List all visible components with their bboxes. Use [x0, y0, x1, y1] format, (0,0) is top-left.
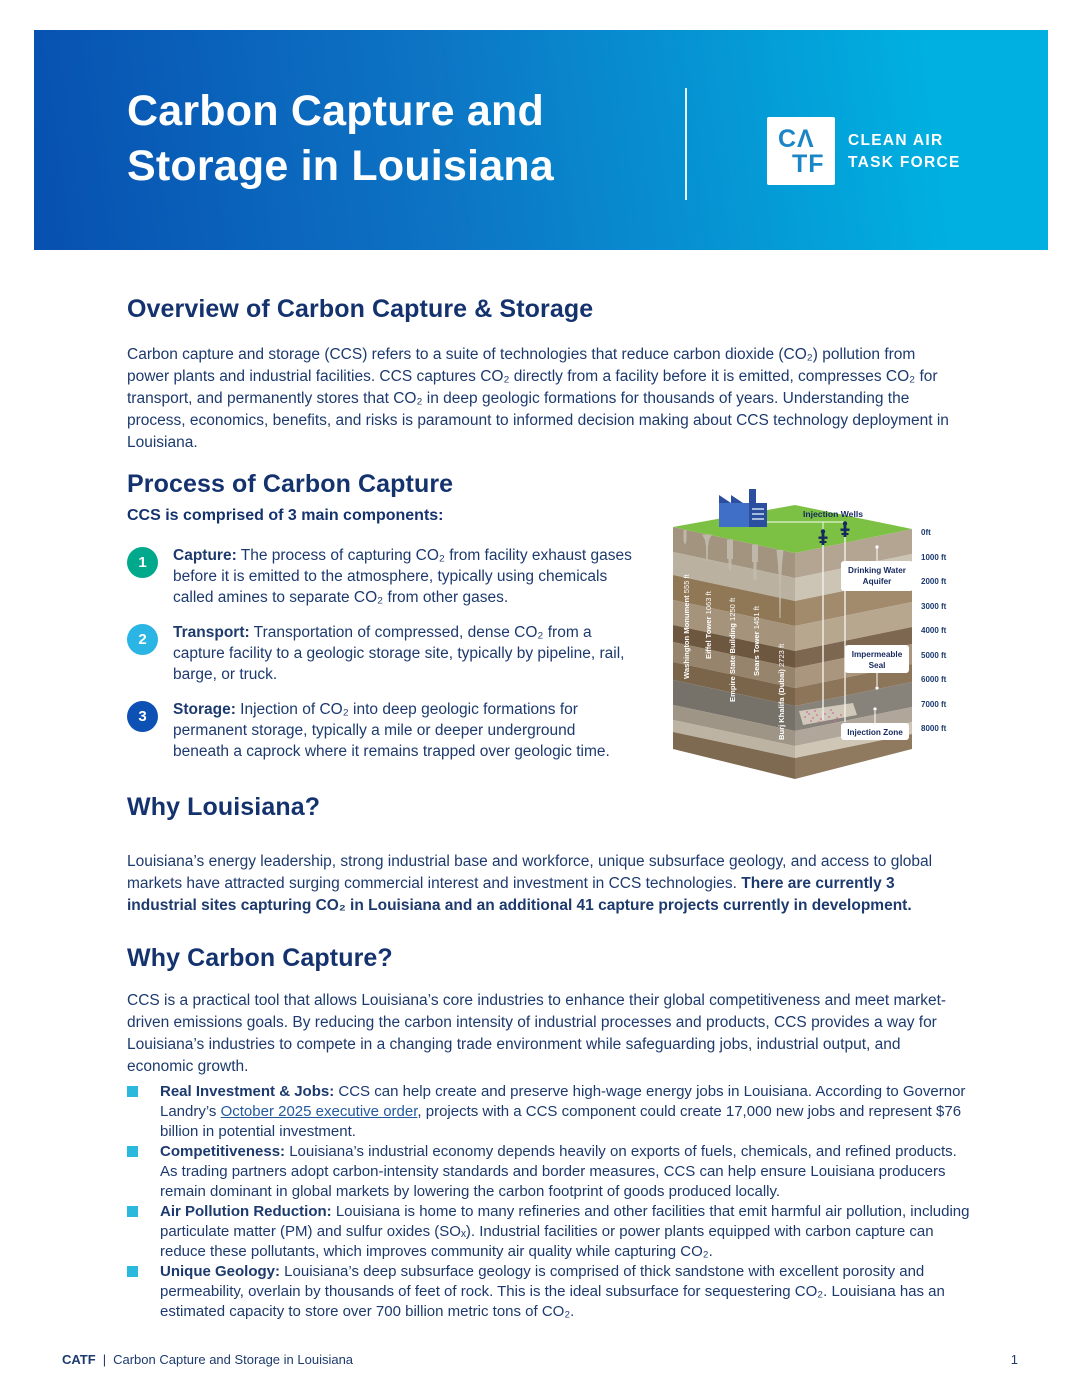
catf-wordmark	[848, 130, 961, 174]
bullet-square-icon	[127, 1086, 138, 1097]
header-banner	[34, 30, 1048, 250]
why-carbon-capture-heading: Why Carbon Capture?	[127, 944, 393, 972]
process-subheading: CCS is comprised of 3 main components:	[127, 507, 444, 524]
depth-label: 7000 ft	[921, 700, 947, 709]
building-label	[728, 597, 737, 702]
factory-icon	[719, 489, 767, 527]
bullet-label: Unique Geology:	[160, 1263, 280, 1280]
header-divider	[685, 88, 687, 200]
why-louisiana-text: Louisiana’s energy leadership, strong industrial base and workforce, unique subsurface geology, and access to global markets have attracted surging commercial interest and investment in CCS technologies.	[127, 853, 933, 892]
seal-label-line2: Seal	[868, 661, 886, 670]
step-1-text	[173, 545, 632, 608]
list-item-air-pollution	[127, 1202, 972, 1262]
step-2-body: Transportation of compressed, dense CO₂ from a capture facility to a geologic storage site, typically by pipeline, rail, barge, or truck.	[173, 624, 625, 683]
why-louisiana-bold-text: There are currently 3 industrial sites capturing CO₂ in Louisiana and an additional 41 capture projects currently in development.	[127, 875, 912, 914]
bullet-label: Competitiveness:	[160, 1143, 286, 1160]
building-height: 555 ft	[682, 574, 691, 596]
building-height: 1063 ft	[704, 591, 713, 617]
injection-zone-label: Injection Zone	[847, 728, 903, 737]
process-heading: Process of Carbon Capture	[127, 470, 454, 498]
depth-label: 8000 ft	[921, 724, 947, 733]
step-3-badge: 3	[127, 701, 158, 732]
list-item-geology	[127, 1262, 972, 1322]
page-title	[127, 84, 554, 194]
bullet-text: Louisiana’s deep subsurface geology is comprised of thick sandstone with excellent porosity and permeability, overlain by thousands of feet of rock. This is the ideal subsurface for sequestering CO₂. Louisiana has an estimated capacity to store over 700 billion metric tons of CO₂.	[160, 1263, 945, 1320]
building-height: 2723 ft	[777, 643, 786, 670]
depth-label: 0ft	[921, 528, 931, 537]
step-1-label: Capture:	[173, 547, 237, 564]
footer-left	[62, 1352, 353, 1367]
depth-label: 2000 ft	[921, 577, 947, 586]
footer-brand: CATF	[62, 1352, 96, 1367]
building-label	[752, 605, 761, 676]
catf-logo-top-letters: CΛ	[778, 125, 815, 153]
geology-diagram	[655, 477, 960, 795]
list-item-competitiveness	[127, 1142, 972, 1202]
depth-label: 3000 ft	[921, 602, 947, 611]
step-1-badge: 1	[127, 547, 158, 578]
bullet-label: Real Investment & Jobs:	[160, 1083, 335, 1100]
step-2-text	[173, 622, 632, 685]
why-carbon-capture-paragraph: CCS is a practical tool that allows Louisiana’s core industries to enhance their global competitiveness and meet market-driven emissions goals. By reducing the carbon intensity of industrial processes and products, CCS provides a way for Louisiana’s industries to compete in a changing trade environment while safeguarding jobs, industrial output, and economic growth.	[127, 992, 947, 1075]
catf-logo-bottom-letters: TF	[792, 150, 825, 178]
depth-label: 5000 ft	[921, 651, 947, 660]
bullet-text: , projects with a CCS component could create 17,000 new jobs and represent $76 billion in potential investment.	[160, 1103, 962, 1140]
overview-paragraph: Carbon capture and storage (CCS) refers to a suite of technologies that reduce carbon dioxide (CO₂) pollution from power plants and industrial facilities. CCS captures CO₂ directly from a facility before it is emitted, compresses CO₂ for transport, and permanently stores that CO₂ in deep geologic formations for thousands of years. Understanding the process, economics, benefits, and risks is paramount to informed decision making about CCS technology deployment in Louisiana.	[127, 346, 949, 451]
step-3-body: Injection of CO₂ into deep geologic formations for permanent storage, typically a mile or deeper underground beneath a caprock where it remains trapped over geologic time.	[173, 701, 610, 760]
depth-scale	[921, 528, 947, 733]
depth-label: 1000 ft	[921, 553, 947, 562]
aquifer-label-line2: Aquifer	[862, 577, 892, 586]
building-label	[704, 590, 713, 659]
building-height: 1451 ft	[752, 606, 761, 632]
building-name: Sears Tower	[752, 631, 761, 676]
catf-wordmark-line2: TASK FORCE	[848, 154, 961, 171]
building-name: Eiffel Tower	[704, 616, 713, 659]
bullet-text: Louisiana’s industrial economy depends heavily on exports of fuels, chemicals, and refined products. As trading partners adopt carbon-intensity standards and border measures, CCS can help ensure Louisiana producers remain dominant in global markets by lowering the carbon footprint of goods produced locally.	[160, 1143, 957, 1200]
depth-label: 6000 ft	[921, 675, 947, 684]
building-height: 1250 ft	[728, 597, 737, 624]
bullet-label: Air Pollution Reduction:	[160, 1203, 332, 1220]
step-3-text	[173, 699, 632, 762]
step-2-label: Transport:	[173, 624, 250, 641]
page-footer	[62, 1352, 1018, 1367]
page-title-line1: Carbon Capture and	[127, 87, 544, 135]
list-item-jobs	[127, 1082, 972, 1142]
footer-separator: |	[102, 1352, 107, 1367]
why-louisiana-paragraph	[127, 851, 963, 917]
step-1-body: The process of capturing CO₂ from facility exhaust gases before it is emitted to the atmosphere, typically using chemicals called amines to separate CO₂ from other gases.	[173, 547, 632, 606]
page-title-line2: Storage in Louisiana	[127, 142, 554, 190]
step-capture	[127, 545, 632, 608]
benefits-list	[127, 1082, 972, 1322]
bullet-text: CCS can help create and preserve high-wage energy jobs in Louisiana. According to Governor Landry’s	[160, 1083, 966, 1120]
step-2-badge: 2	[127, 624, 158, 655]
injection-wells-label: Injection Wells	[802, 509, 864, 519]
step-storage	[127, 699, 632, 762]
catf-logo-icon	[767, 117, 835, 185]
building-label	[682, 573, 691, 679]
aquifer-label-line1: Drinking Water	[848, 566, 906, 575]
bullet-square-icon	[127, 1266, 138, 1277]
why-louisiana-heading: Why Louisiana?	[127, 793, 321, 821]
step-transport	[127, 622, 632, 685]
building-name: Burj Khalifa (Dubai)	[777, 669, 786, 740]
building-name: Empire State Building	[728, 623, 737, 702]
bullet-square-icon	[127, 1146, 138, 1157]
footer-title: Carbon Capture and Storage in Louisiana	[113, 1352, 354, 1367]
executive-order-link[interactable]: October 2025 executive order	[220, 1103, 418, 1120]
overview-heading: Overview of Carbon Capture & Storage	[127, 295, 594, 323]
page-number: 1	[1010, 1352, 1018, 1367]
process-steps	[127, 545, 632, 776]
depth-label: 4000 ft	[921, 626, 947, 635]
bullet-text: Louisiana is home to many refineries and other facilities that emit harmful air pollution, including particulate matter (PM) and sulfur oxides (SOₓ). Industrial facilities or power plants equipped with carbon capture can reduce these pollutants, which improves community air quality while capturing CO₂.	[160, 1203, 970, 1260]
seal-label-line1: Impermeable	[851, 650, 903, 659]
building-name: Washington Monument	[682, 595, 691, 679]
bullet-square-icon	[127, 1206, 138, 1217]
building-label	[777, 643, 786, 740]
step-3-label: Storage:	[173, 701, 236, 718]
catf-wordmark-line1: CLEAN AIR	[848, 132, 944, 149]
